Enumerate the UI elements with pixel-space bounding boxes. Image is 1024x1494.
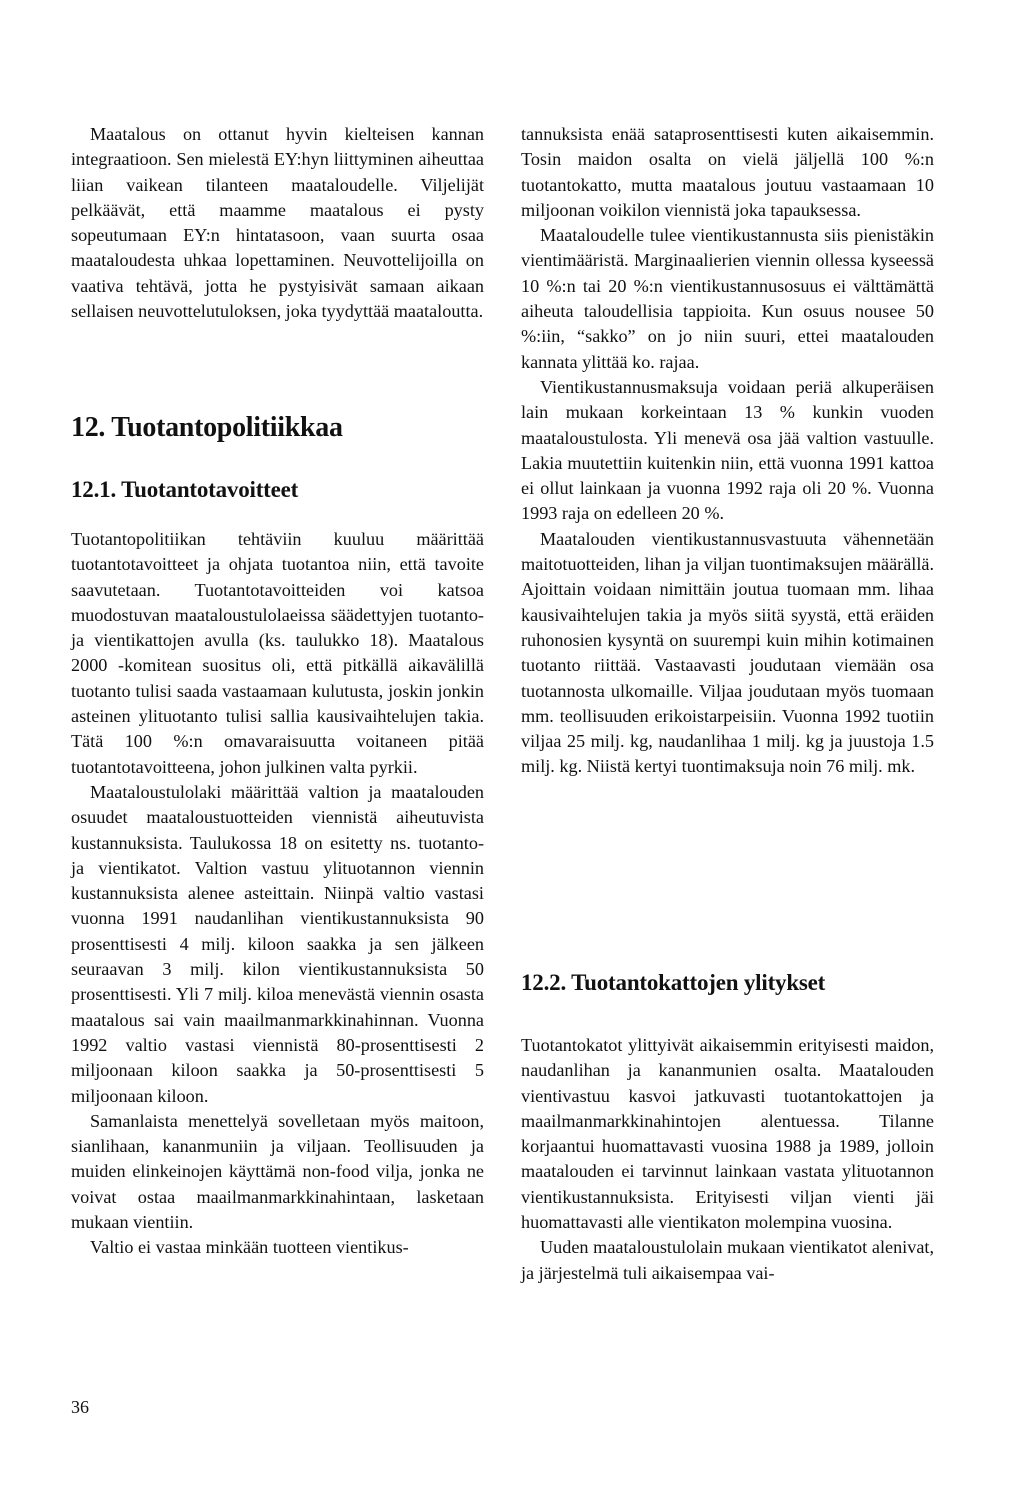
paragraph: Maataloustulolaki määrittää valtion ja maatalouden osuudet maataloustuotteiden viennistä aiheutuvista kustannuksista. Taulukossa 18 on esitetty ns. tuotanto- ja vientikatot. Valtion vastuu ylituotannon viennin kustannuksista alenee asteittain. Niinpä valtio vastasi vuonna 1991 naudanlihan vientikustannuksista 90 prosenttisesti 4 milj. kiloon saakka ja sen jälkeen seuraavan 3 milj. kilon vientikustannuksista 50 prosenttisesti. Yli 7 milj. kiloa menevästä viennin osasta maatalous sai vain maailmanmarkkinahinnan. Vuonna 1992 valtio vastasi viennistä 80-prosenttisesti 2 miljoonaan kiloon saakka ja 50-prosenttisesti 5 miljoonaan kiloon. xyxy=(71,781,484,1106)
right-column-body-bottom xyxy=(521,1033,934,1286)
paragraph: tannuksista enää sataprosenttisesti kuten aikaisemmin. Tosin maidon osalta on vielä jäljellä 100 %:n tuotantokatto, mutta maatalous joutuu vastaamaan 10 miljoonan voikilon viennistä joka tapauksessa. xyxy=(521,124,934,220)
paragraph: Tuotantopolitiikan tehtäviin kuuluu määrittää tuotantotavoitteet ja ohjata tuotantoa niin, että tavoite saavutetaan. Tuotantotavoitteiden voi katsoa muodostuvan maataloustulolaeissa säädettyjen tuotanto- ja vientikattojen avulla (ks. taulukko 18). Maatalous 2000 -komitean suositus oli, että pitkällä aikavälillä tuotanto tulisi saada vastaamaan kulutusta, joskin jonkin asteinen ylituotanto tulisi sallia kausivaihtelujen takia. Tätä 100 %:n omavaraisuutta voitaneen pitää tuotantotavoitteena, johon julkinen valta pyrkii. xyxy=(71,529,484,777)
paragraph: Valtio ei vastaa minkään tuotteen vientikus- xyxy=(90,1237,409,1258)
left-column xyxy=(71,122,484,324)
paragraph: Maatalouden vientikustannusvastuuta vähennetään maitotuotteiden, lihan ja viljan tuontimaksujen määrällä. Ajoittain voidaan nimittäin joutua tuomaan mm. lihaa kausivaihtelujen takia ja myös siitä syystä, että eräiden ruhonosien kysyntä on suurempi kuin mihin kotimainen tuotanto riittää. Vastaavasti joudutaan viemään osa tuotannosta ulkomaille. Viljaa joudutaan myös tuomaan mm. teollisuuden erikoistarpeisiin. Vuonna 1992 tuotiin viljaa 25 milj. kg, naudanlihaa 1 milj. kg ja juustoja 1.5 milj. kg. Niistä kertyi tuontimaksuja noin 76 milj. mk. xyxy=(521,528,934,777)
paragraph: Samanlaista menettelyä sovelletaan myös maitoon, sianlihaan, kananmuniin ja viljaan. Teollisuuden ja muiden elinkeinojen käyttämä non-food vilja, jonka ne voivat ostaa maailmanmarkkinahintaan, lasketaan mukaan vientiin. xyxy=(71,1110,484,1233)
left-column-body xyxy=(71,527,484,1261)
intro-paragraph: Maatalous on ottanut hyvin kielteisen kannan integraatioon. Sen mielestä EY:hyn liittyminen aiheuttaa liian vaikean tilanteen maataloudelle. Viljelijät pelkäävät, että maamme maatalous ei pysty sopeutumaan EY:n hintatasoon, vaan suurta osaa maataloudesta uhkaa lopettaminen. Neuvottelijoilla on vaativa tehtävä, jotta he pystyisivät samaan aikaan sellaisen neuvottelutuloksen, joka tyydyttää maataloutta. xyxy=(71,124,484,322)
paragraph: Maataloudelle tulee vientikustannusta siis pienistäkin vientimääristä. Marginaalierien viennin ollessa kyseessä 10 %:n tai 20 %:n vientikustannusosuus ei välttämättä aiheuta taloudellisia tappioita. Kun osuus nousee 50 %:iin, “sakko” on jo niin suuri, ettei maatalouden kannata ylittää ko. rajaa. xyxy=(521,225,934,372)
section-heading-12: 12. Tuotantopolitiikkaa xyxy=(71,412,343,443)
page-number: 36 xyxy=(71,1397,89,1417)
right-column xyxy=(521,122,934,780)
subsection-heading-12-1: 12.1. Tuotantotavoitteet xyxy=(71,477,299,502)
subsection-heading-12-2: 12.2. Tuotantokattojen ylitykset xyxy=(521,970,826,995)
paragraph: Uuden maataloustulolain mukaan vientikatot alenivat, ja järjestelmä tuli aikaisempaa vai- xyxy=(521,1237,934,1283)
paragraph: Tuotantokatot ylittyivät aikaisemmin erityisesti maidon, naudanlihan ja kananmunien osalta. Maatalouden vientivastuu kasvoi jatkuvasti tuotantokattojen ja maailmanmarkkinahintojen alentuessa. Tilanne korjaantui huomattavasti vuosina 1988 ja 1989, jolloin maatalouden ei tarvinnut lainkaan vastata ylituotannon vientikustannuksista. Erityisesti viljan vienti jäi huomattavasti alle vientikaton molempina vuosina. xyxy=(521,1035,934,1233)
paragraph: Vientikustannusmaksuja voidaan periä alkuperäisen lain mukaan korkeintaan 13 % kunkin vuoden maataloustulosta. Yli menevä osa jää valtion vastuulle. Lakia muutettiin kuitenkin niin, että vuonna 1991 kattoa ei ollut lainkaan ja vuonna 1992 raja oli 20 %. Vuonna 1993 raja on edelleen 20 %. xyxy=(521,376,934,524)
